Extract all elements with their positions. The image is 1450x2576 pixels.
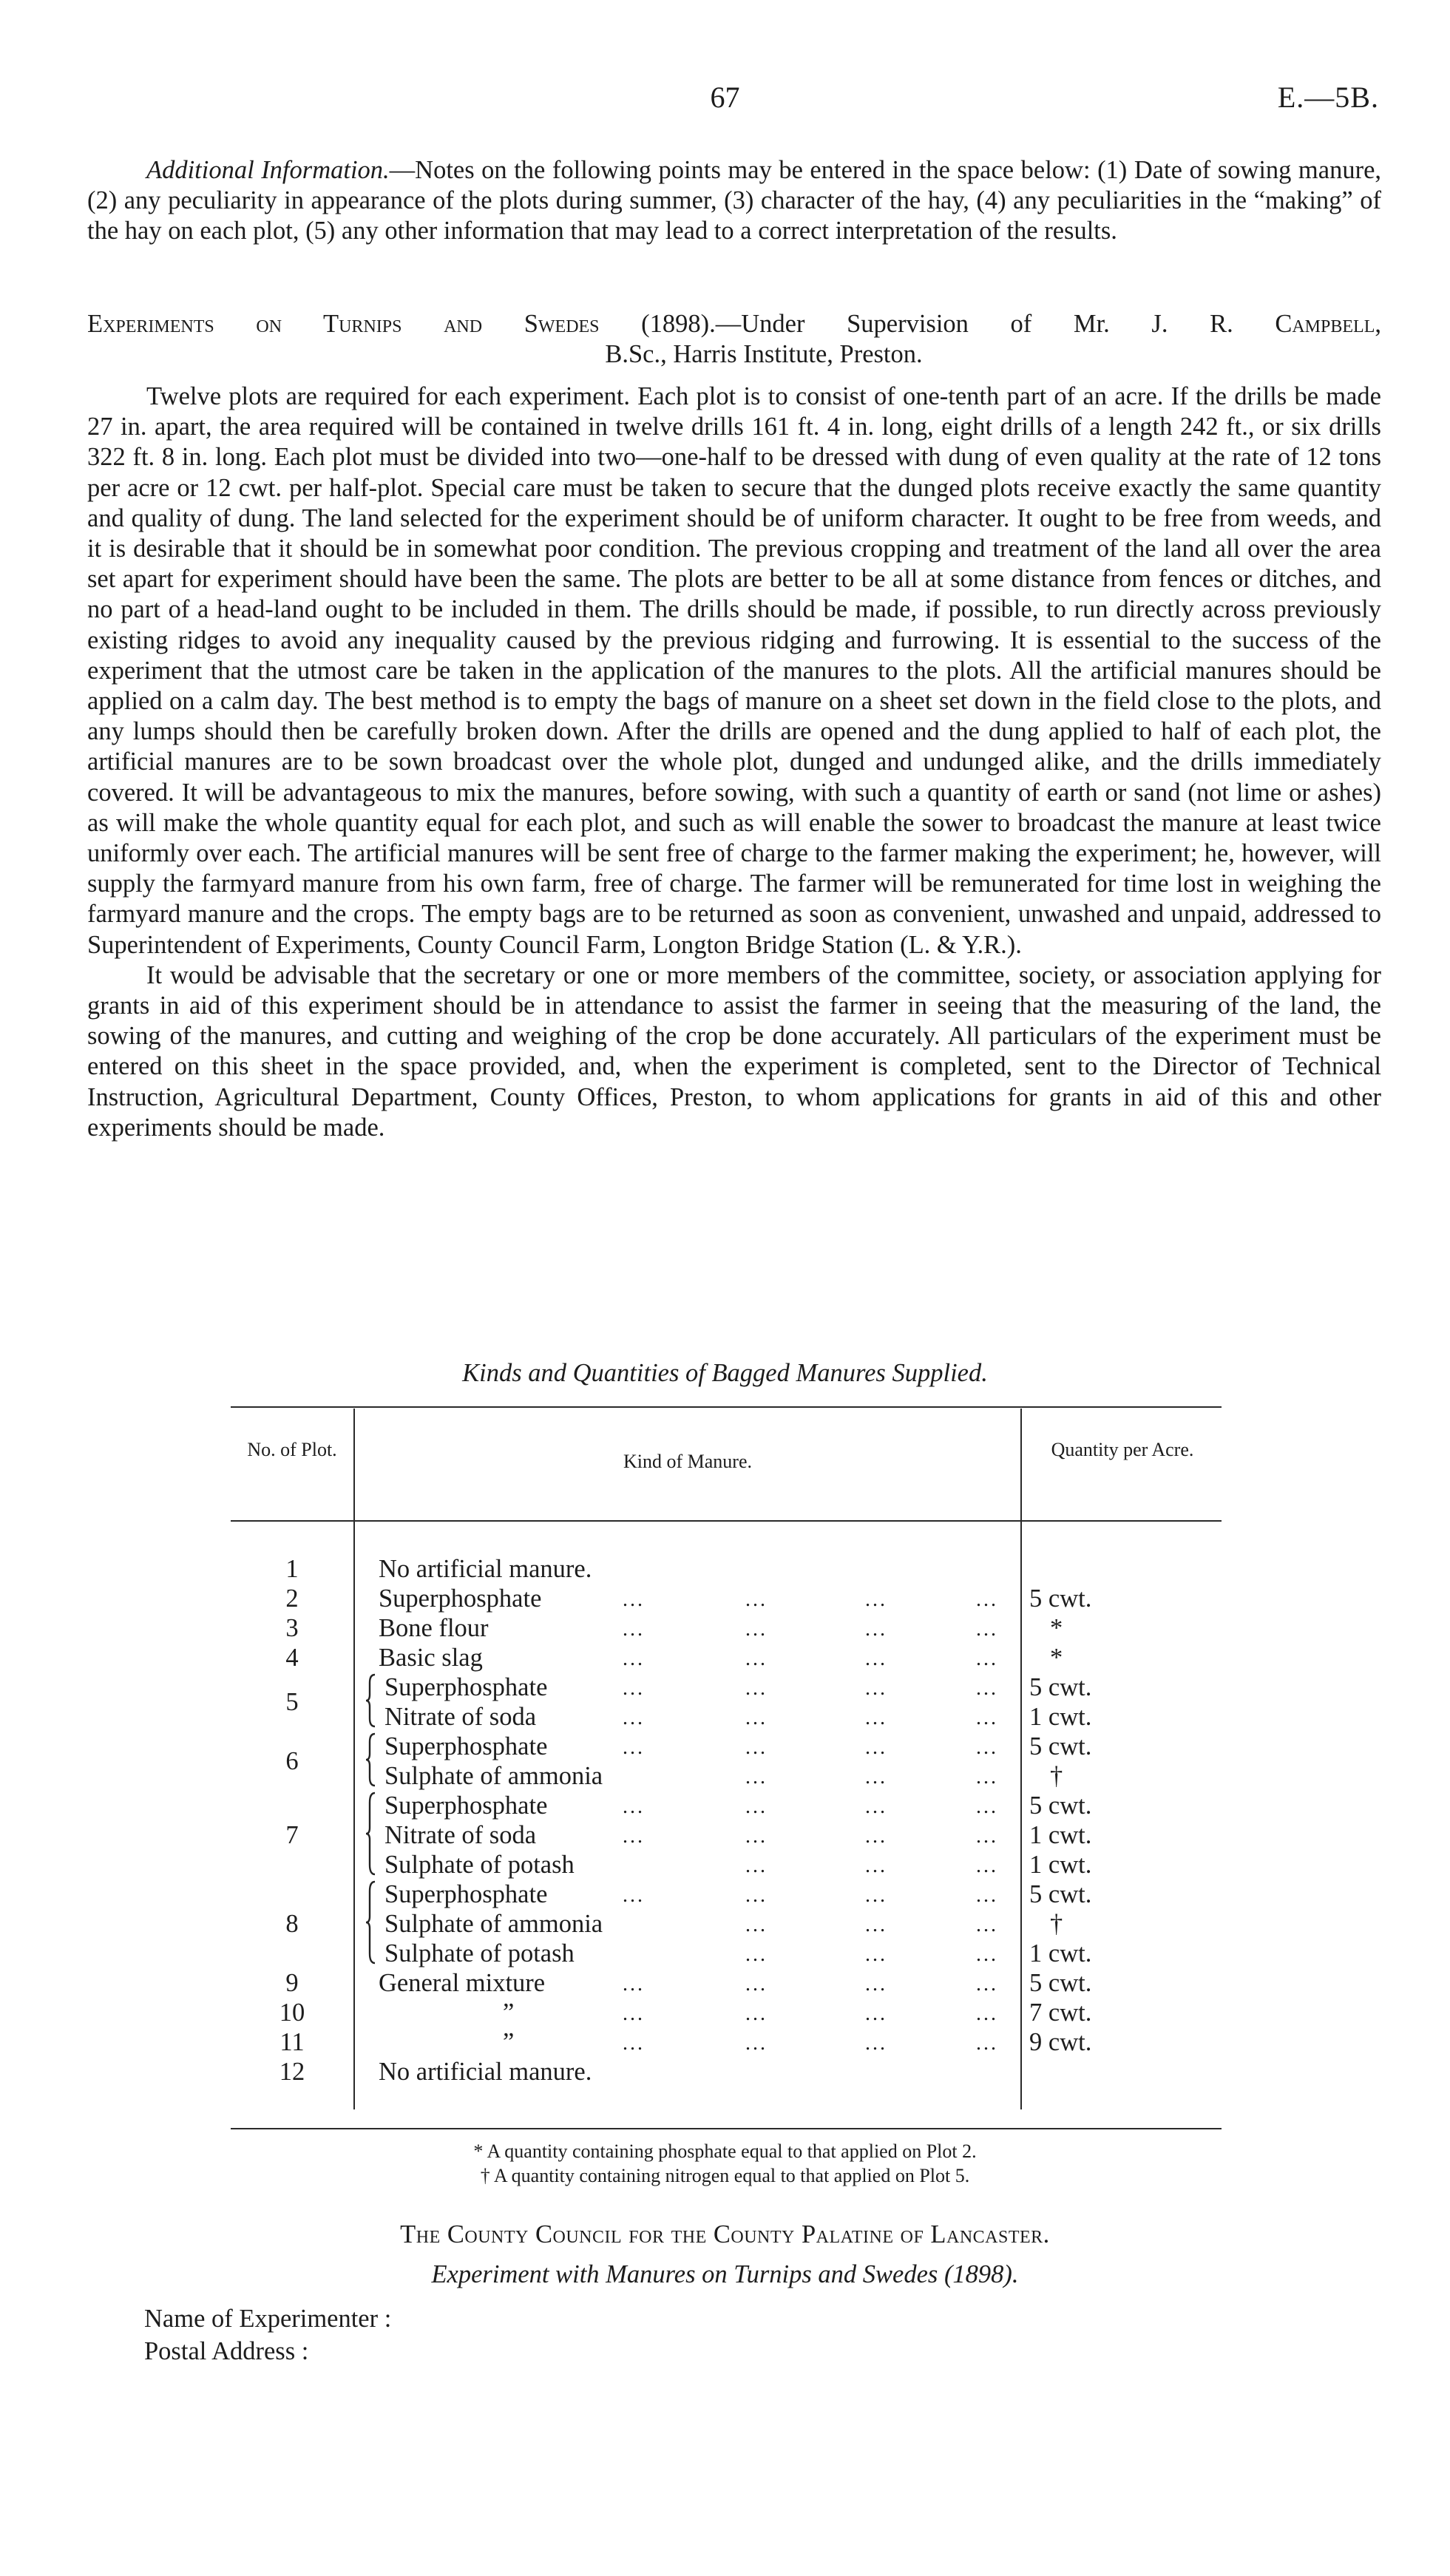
leader-dots: ...: [865, 1825, 887, 1848]
leader-dots: ...: [976, 1795, 998, 1818]
leader-dots: ...: [623, 1647, 645, 1670]
table-row: [0, 1998, 1450, 2027]
manure-kind: No artificial manure.: [379, 1555, 592, 1583]
leader-dots: ...: [745, 1647, 768, 1670]
leader-dots: ...: [745, 1973, 768, 1996]
experimenter-name-label: Name of Experimenter :: [144, 2305, 392, 2333]
manure-kind: ”: [503, 2028, 515, 2056]
table-top-rule: [231, 1406, 1222, 1408]
brace-plot-8: [365, 1880, 377, 1972]
leader-dots: ...: [976, 1766, 998, 1789]
leader-dots: ...: [976, 1647, 998, 1670]
quantity-per-acre: 5 cwt.: [1029, 1792, 1092, 1820]
leader-dots: ...: [865, 1618, 887, 1641]
instructions-paragraph-2: It would be advisable that the secretary or one or more members of the committee, society, or association applying for grants in aid of this experiment should be in attendance to assist the farmer in seeing that the measuring of the land, the sowing of the manures, and cutting and weighing of the crop be done accurately. All particulars of the experiment must be entered on this sheet in the space provided, and, when the experiment is completed, sent to the Director of Technical Instruction, Agricultural Department, County Offices, Preston, to whom applications for grants in aid of this and other experiments should be made.: [87, 960, 1381, 1142]
plot-number: 12: [279, 2058, 305, 2086]
leader-dots: ...: [865, 1766, 887, 1789]
header-kind: Kind of Manure.: [623, 1451, 752, 1472]
leader-dots: ...: [976, 1706, 998, 1729]
plot-number: 9: [285, 1969, 299, 1997]
table-row: [0, 1613, 1450, 1643]
table-row: [0, 1761, 1450, 1791]
additional-info-label: Additional Information.: [146, 156, 390, 184]
plot-number: 1: [285, 1555, 299, 1583]
table-caption: Kinds and Quantities of Bagged Manures Supplied.: [462, 1359, 988, 1387]
leader-dots: ...: [865, 2032, 887, 2055]
leader-dots: ...: [745, 1795, 768, 1818]
leader-dots: ...: [865, 1677, 887, 1700]
leader-dots: ...: [623, 2002, 645, 2025]
leader-dots: ...: [745, 1706, 768, 1729]
form-subtitle: Experiment with Manures on Turnips and Swedes (1898).: [431, 2260, 1019, 2288]
leader-dots: ...: [976, 1618, 998, 1641]
table-row: [0, 2027, 1450, 2057]
manure-kind: Sulphate of ammonia: [384, 1910, 603, 1938]
manure-kind: Superphosphate: [384, 1673, 548, 1701]
leader-dots: ...: [623, 1884, 645, 1907]
manure-kind: General mixture: [379, 1969, 546, 1997]
header-plot: No. of Plot.: [247, 1439, 337, 1460]
table-row: [0, 1968, 1450, 1998]
table-row: [0, 1643, 1450, 1672]
leader-dots: ...: [976, 2002, 998, 2025]
brace-plot-7: [365, 1791, 377, 1883]
leader-dots: ...: [745, 2002, 768, 2025]
quantity-per-acre: †: [1050, 1910, 1063, 1938]
plot-number: 6: [285, 1747, 299, 1775]
leader-dots: ...: [865, 1706, 887, 1729]
leader-dots: ...: [623, 1618, 645, 1641]
quantity-per-acre: 1 cwt.: [1029, 1939, 1092, 1967]
table-row: [0, 1791, 1450, 1820]
leader-dots: ...: [865, 1884, 887, 1907]
quantity-per-acre: †: [1050, 1762, 1063, 1790]
leader-dots: ...: [976, 1884, 998, 1907]
table-row: [0, 1880, 1450, 1909]
table-row: [0, 1850, 1450, 1880]
plot-number: 10: [279, 1999, 305, 2027]
leader-dots: ...: [623, 1736, 645, 1759]
plot-number: 7: [285, 1821, 299, 1849]
leader-dots: ...: [865, 1588, 887, 1611]
manure-kind: No artificial manure.: [379, 2058, 592, 2086]
heading-title: Experiments on Turnips and Swedes: [87, 310, 600, 338]
leader-dots: ...: [623, 1706, 645, 1729]
quantity-per-acre: 1 cwt.: [1029, 1851, 1092, 1879]
table-header-rule: [231, 1520, 1222, 1522]
quantity-per-acre: 5 cwt.: [1029, 1732, 1092, 1760]
plot-number: 3: [285, 1614, 299, 1642]
leader-dots: ...: [865, 2002, 887, 2025]
leader-dots: ...: [745, 2032, 768, 2055]
page-number: 67: [710, 81, 740, 114]
leader-dots: ...: [623, 1825, 645, 1848]
quantity-per-acre: 5 cwt.: [1029, 1584, 1092, 1613]
leader-dots: ...: [623, 1795, 645, 1818]
additional-info-text: —Notes on the following points may be entered in the space below: (1) Date of sowing manure, (2) any peculiarity in appearance of the plots during summer, (3) character of the hay, (4) any peculiarities in the “making” of the hay on each plot, (5) any other information that may lead to a correct interpretation of the results.: [87, 156, 1382, 245]
leader-dots: ...: [865, 1914, 887, 1936]
heading-affiliation: B.Sc., Harris Institute, Preston.: [605, 340, 923, 368]
manure-kind: Sulphate of potash: [384, 1851, 575, 1879]
leader-dots: ...: [976, 1825, 998, 1848]
leader-dots: ...: [865, 1647, 887, 1670]
heading-supervisor-name: Campbell,: [1275, 310, 1381, 338]
table-row: [0, 1554, 1450, 1584]
manure-kind: Basic slag: [379, 1644, 483, 1672]
table-row: [0, 1939, 1450, 1968]
instructions-paragraph-1: Twelve plots are required for each experiment. Each plot is to consist of one-tenth part of an acre. If the drills be made 27 in. apart, the area required will be contained in twelve drills 161 ft. 4 in. long, eight drills of a length 242 ft., or six drills 322 ft. 8 in. long. Each plot must be divided into two—one-half to be dressed with dung of even quality at the rate of 12 tons per acre or 12 cwt. per half-plot. Special care must be taken to secure that the dunged plots receive exactly the same quantity and quality of dung. The land selected for the experiment should be of uniform character. It ought to be free from weeds, and it is desirable that it should be in somewhat poor condition. The previous cropping and treatment of the land all over the area set apart for experiment should have been the same. The plots are better to be all at some distance from fences or ditches, and no part of a head-land ought to be included in them. The drills should be made, if possible, to run directly across previously existing ridges to avoid any inequality caused by the previous ridging and furrowing. It is essential to the success of the experiment that the utmost care be taken in the application of the manures to the plots. All the artificial manures should be applied on a calm day. The best method is to empty the bags of manure on a sheet set down in the field close to the plots, and any lumps should then be carefully broken down. After the drills are opened and the dung applied to half of each plot, the artificial manures are to be sown broadcast over the whole plot, dunged and undunged alike, and the drills immediately covered. It will be advantageous to mix the manures, before sowing, with such a quantity of earth or sand (not lime or ashes) as will make the whole quantity equal for each plot, and such as will enable the sower to broadcast the manure at least twice uniformly over each. The artificial manures will be sent free of charge to the farmer making the experiment; he, however, will supply the farmyard manure from his own farm, free of charge. The farmer will be remunerated for time lost in weighing the farmyard manure and the crops. The empty bags are to be returned as soon as convenient, unwashed and unpaid, addressed to Superintendent of Experiments, County Council Farm, Longton Bridge Station (L. & Y.R.).: [87, 382, 1381, 959]
table-row: [0, 1672, 1450, 1716]
leader-dots: ...: [865, 1854, 887, 1877]
header-quantity: Quantity per Acre.: [1051, 1439, 1194, 1460]
quantity-per-acre: 1 cwt.: [1029, 1821, 1092, 1849]
leader-dots: ...: [976, 1914, 998, 1936]
leader-dots: ...: [623, 1677, 645, 1700]
leader-dots: ...: [976, 1854, 998, 1877]
leader-dots: ...: [976, 2032, 998, 2055]
table-row: [0, 1909, 1450, 1939]
footnote-nitrogen: † A quantity containing nitrogen equal to that applied on Plot 5.: [480, 2165, 970, 2186]
manure-kind: Sulphate of potash: [384, 1939, 575, 1967]
footnote-phosphate: * A quantity containing phosphate equal to that applied on Plot 2.: [473, 2141, 977, 2162]
quantity-per-acre: 7 cwt.: [1029, 1999, 1092, 2027]
leader-dots: ...: [865, 1973, 887, 1996]
table-row: [0, 2057, 1450, 2087]
leader-dots: ...: [745, 1736, 768, 1759]
manure-kind: Bone flour: [379, 1614, 489, 1642]
plot-number: 11: [280, 2028, 305, 2056]
leader-dots: ...: [976, 1943, 998, 1966]
manure-kind: Superphosphate: [384, 1792, 548, 1820]
manure-kind: Nitrate of soda: [384, 1821, 537, 1849]
quantity-per-acre: 1 cwt.: [1029, 1703, 1092, 1731]
plot-number: 5: [285, 1688, 299, 1716]
table-row: [0, 1820, 1450, 1850]
form-title: The County Council for the County Palatine of Lancaster.: [400, 2220, 1050, 2248]
leader-dots: ...: [976, 1736, 998, 1759]
leader-dots: ...: [865, 1795, 887, 1818]
leader-dots: ...: [865, 1943, 887, 1966]
leader-dots: ...: [623, 2032, 645, 2055]
additional-information: [87, 155, 1381, 247]
section-heading: [87, 309, 1381, 370]
leader-dots: ...: [976, 1677, 998, 1700]
leader-dots: ...: [623, 1588, 645, 1611]
table-row: [0, 1702, 1450, 1732]
leader-dots: ...: [745, 1854, 768, 1877]
manure-kind: Superphosphate: [384, 1880, 548, 1908]
brace-plot-6: [365, 1732, 377, 1794]
document-reference: E.—5B.: [1277, 81, 1379, 114]
table-bottom-rule: [231, 2128, 1222, 2129]
heading-supervision: (1898).—Under Supervision of Mr. J. R.: [599, 310, 1275, 338]
leader-dots: ...: [976, 1588, 998, 1611]
manure-kind: Superphosphate: [384, 1732, 548, 1760]
leader-dots: ...: [745, 1943, 768, 1966]
leader-dots: ...: [745, 1825, 768, 1848]
quantity-per-acre: *: [1050, 1614, 1063, 1642]
manure-kind: Sulphate of ammonia: [384, 1762, 603, 1790]
brace-plot-5: [365, 1672, 377, 1735]
leader-dots: ...: [745, 1588, 768, 1611]
quantity-per-acre: 5 cwt.: [1029, 1673, 1092, 1701]
table-row: [0, 1732, 1450, 1775]
leader-dots: ...: [976, 1973, 998, 1996]
leader-dots: ...: [745, 1766, 768, 1789]
plot-number: 4: [285, 1644, 299, 1672]
leader-dots: ...: [745, 1914, 768, 1936]
leader-dots: ...: [623, 1973, 645, 1996]
quantity-per-acre: 5 cwt.: [1029, 1880, 1092, 1908]
postal-address-label: Postal Address :: [144, 2337, 309, 2365]
leader-dots: ...: [745, 1618, 768, 1641]
manure-kind: ”: [503, 1999, 515, 2027]
quantity-per-acre: *: [1050, 1644, 1063, 1672]
manure-kind: Superphosphate: [379, 1584, 542, 1613]
instructions-body: [87, 382, 1381, 1143]
leader-dots: ...: [745, 1677, 768, 1700]
plot-number: 2: [285, 1584, 299, 1613]
leader-dots: ...: [745, 1884, 768, 1907]
table-row: [0, 1584, 1450, 1613]
leader-dots: ...: [865, 1736, 887, 1759]
quantity-per-acre: 9 cwt.: [1029, 2028, 1092, 2056]
quantity-per-acre: 5 cwt.: [1029, 1969, 1092, 1997]
plot-number: 8: [285, 1910, 299, 1938]
manure-kind: Nitrate of soda: [384, 1703, 537, 1731]
